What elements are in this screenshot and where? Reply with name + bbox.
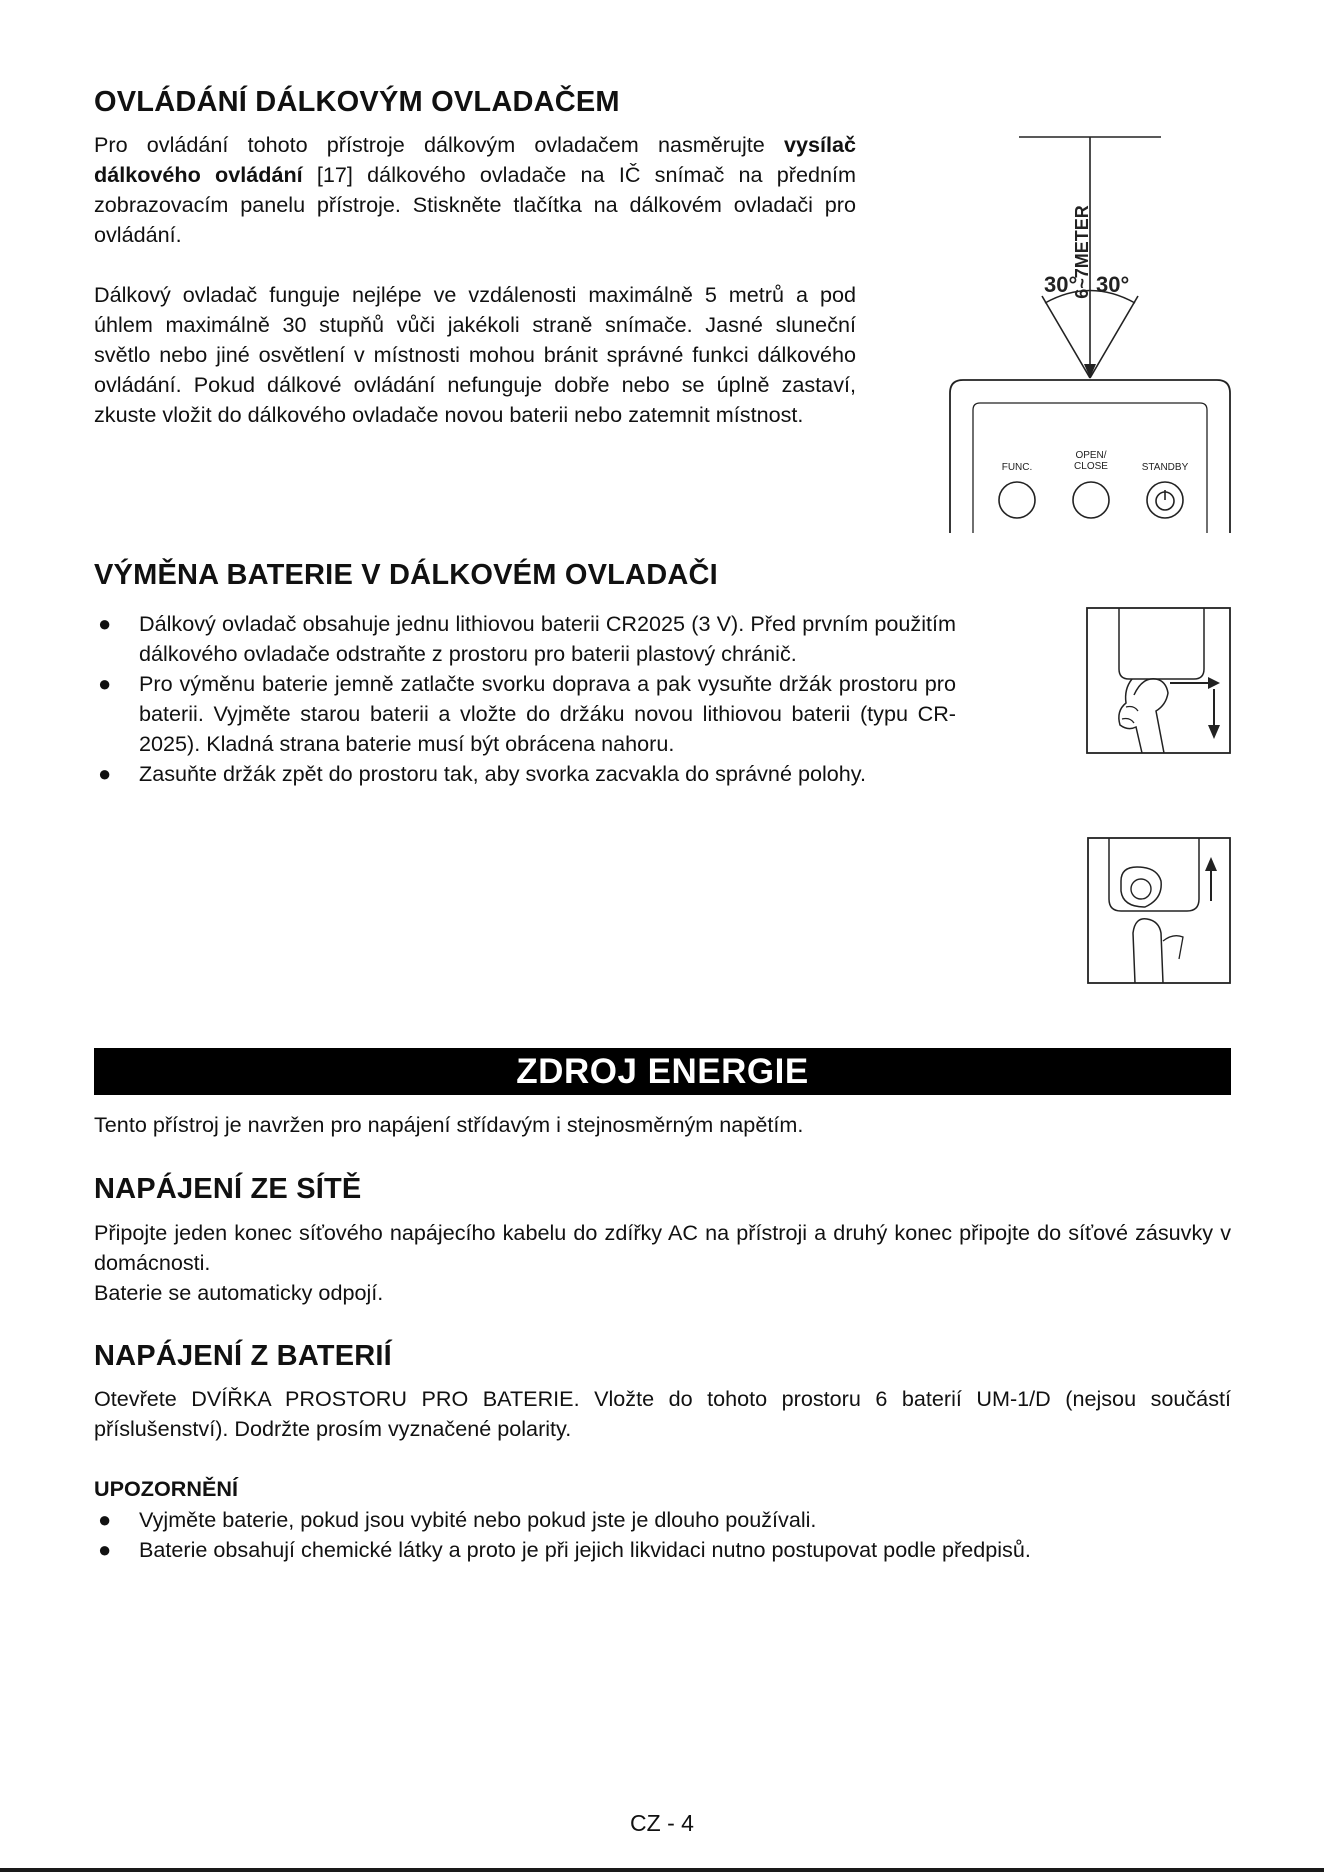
angle-left-label: 30° xyxy=(1044,272,1078,297)
list-item-text: Dálkový ovladač obsahuje jednu lithiovou baterii CR2025 (3 V). Před prvním použitím dálkového ovladače odstraňte z prostoru pro baterii plastový chránič. xyxy=(139,611,956,666)
distance-label: 6~7METER xyxy=(1072,205,1092,299)
power-intro-text: Tento přístroj je navržen pro napájení střídavým i stejnosměrným napětím. xyxy=(94,1112,804,1137)
bullet-icon: ● xyxy=(98,671,112,696)
list-item-text: Zasuňte držák zpět do prostoru tak, aby svorka zacvakla do správné polohy. xyxy=(139,761,866,786)
footer-rule xyxy=(0,1868,1324,1872)
func-button-icon xyxy=(999,482,1035,518)
open-button-label-1: OPEN/ xyxy=(1075,450,1107,461)
battery-steps-list xyxy=(94,609,956,789)
page-number: CZ - 4 xyxy=(630,1810,694,1836)
battery-insert-figure xyxy=(1087,837,1231,984)
section-heading-mains: NAPÁJENÍ ZE SÍTĚ xyxy=(94,1173,362,1205)
remote-p1-text-start: Pro ovládání tohoto přístroje dálkovým ovladačem nasměrujte xyxy=(94,132,784,157)
bullet-icon: ● xyxy=(98,761,112,786)
open-button-label-2: CLOSE xyxy=(1074,461,1108,472)
standby-button-label: STANDBY xyxy=(1141,462,1189,473)
section-heading-battery: VÝMĚNA BATERIE V DÁLKOVÉM OVLADAČI xyxy=(94,559,718,591)
angle-right-label: 30° xyxy=(1096,272,1130,297)
list-item xyxy=(94,1535,1231,1565)
section-heading-remote: OVLÁDÁNÍ DÁLKOVÝM OVLADAČEM xyxy=(94,86,620,118)
list-item-text: Baterie obsahují chemické látky a proto je při jejich likvidaci nutno postupovat podle předpisů. xyxy=(139,1537,1031,1562)
warning-list xyxy=(94,1505,1231,1565)
power-section-banner: ZDROJ ENERGIE xyxy=(94,1048,1231,1095)
warning-heading: UPOZORNĚNÍ xyxy=(94,1476,238,1501)
open-close-button-icon xyxy=(1073,482,1109,518)
bullet-icon: ● xyxy=(98,1507,112,1532)
remote-p1-text-end: [17] dálkového ovladače na IČ snímač na předním zobrazovacím panelu přístroje. Stiskněte tlačítka na dálkovém ovladači pro ovládání. xyxy=(94,162,856,247)
section-heading-batteries: NAPÁJENÍ Z BATERIÍ xyxy=(94,1340,392,1372)
mains-text: Připojte jeden konec síťového napájecího kabelu do zdířky AC na přístroji a druhý konec připojte do síťové zásuvky v domácnosti. xyxy=(94,1220,1231,1275)
batteries-text: Otevřete DVÍŘKA PROSTORU PRO BATERIE. Vložte do tohoto prostoru 6 baterií UM-1/D (nejsou součástí příslušenství). Dodržte prosím vyznačené polarity. xyxy=(94,1386,1231,1441)
remote-range-diagram xyxy=(945,128,1235,533)
func-button-label: FUNC. xyxy=(1001,462,1033,473)
remote-paragraph-1 xyxy=(94,130,856,250)
remote-p1-bold: vysílač dálkového ovládání xyxy=(94,132,856,187)
bullet-icon: ● xyxy=(98,611,112,636)
mains-text-auto-disconnect: Baterie se automaticky odpojí. xyxy=(94,1280,384,1305)
list-item-text: Pro výměnu baterie jemně zatlačte svorku doprava a pak vysuňte držák prostoru pro baterii. Vyjměte starou baterii a vložte do držáku novou lithiovou baterii (typu CR-2025). Kladná strana baterie musí být obrácena nahoru. xyxy=(139,671,956,756)
battery-removal-figure xyxy=(1086,607,1231,754)
list-item xyxy=(94,1505,1231,1535)
bullet-icon: ● xyxy=(98,1537,112,1562)
list-item xyxy=(94,759,956,789)
list-item xyxy=(94,609,956,669)
list-item xyxy=(94,669,956,759)
remote-paragraph-2: Dálkový ovladač funguje nejlépe ve vzdálenosti maximálně 5 metrů a pod úhlem maximálně 30 stupňů vůči jakékoli straně snímače. Jasné sluneční světlo nebo jiné osvětlení v místnosti mohou bránit správné funkci dálkového ovládání. Pokud dálkové ovládání nefunguje dobře nebo se úplně zastaví, zkuste vložit do dálkového ovladače novou baterii nebo zatemnit místnost. xyxy=(94,282,856,427)
list-item-text: Vyjměte baterie, pokud jsou vybité nebo pokud jste je dlouho používali. xyxy=(139,1507,817,1532)
